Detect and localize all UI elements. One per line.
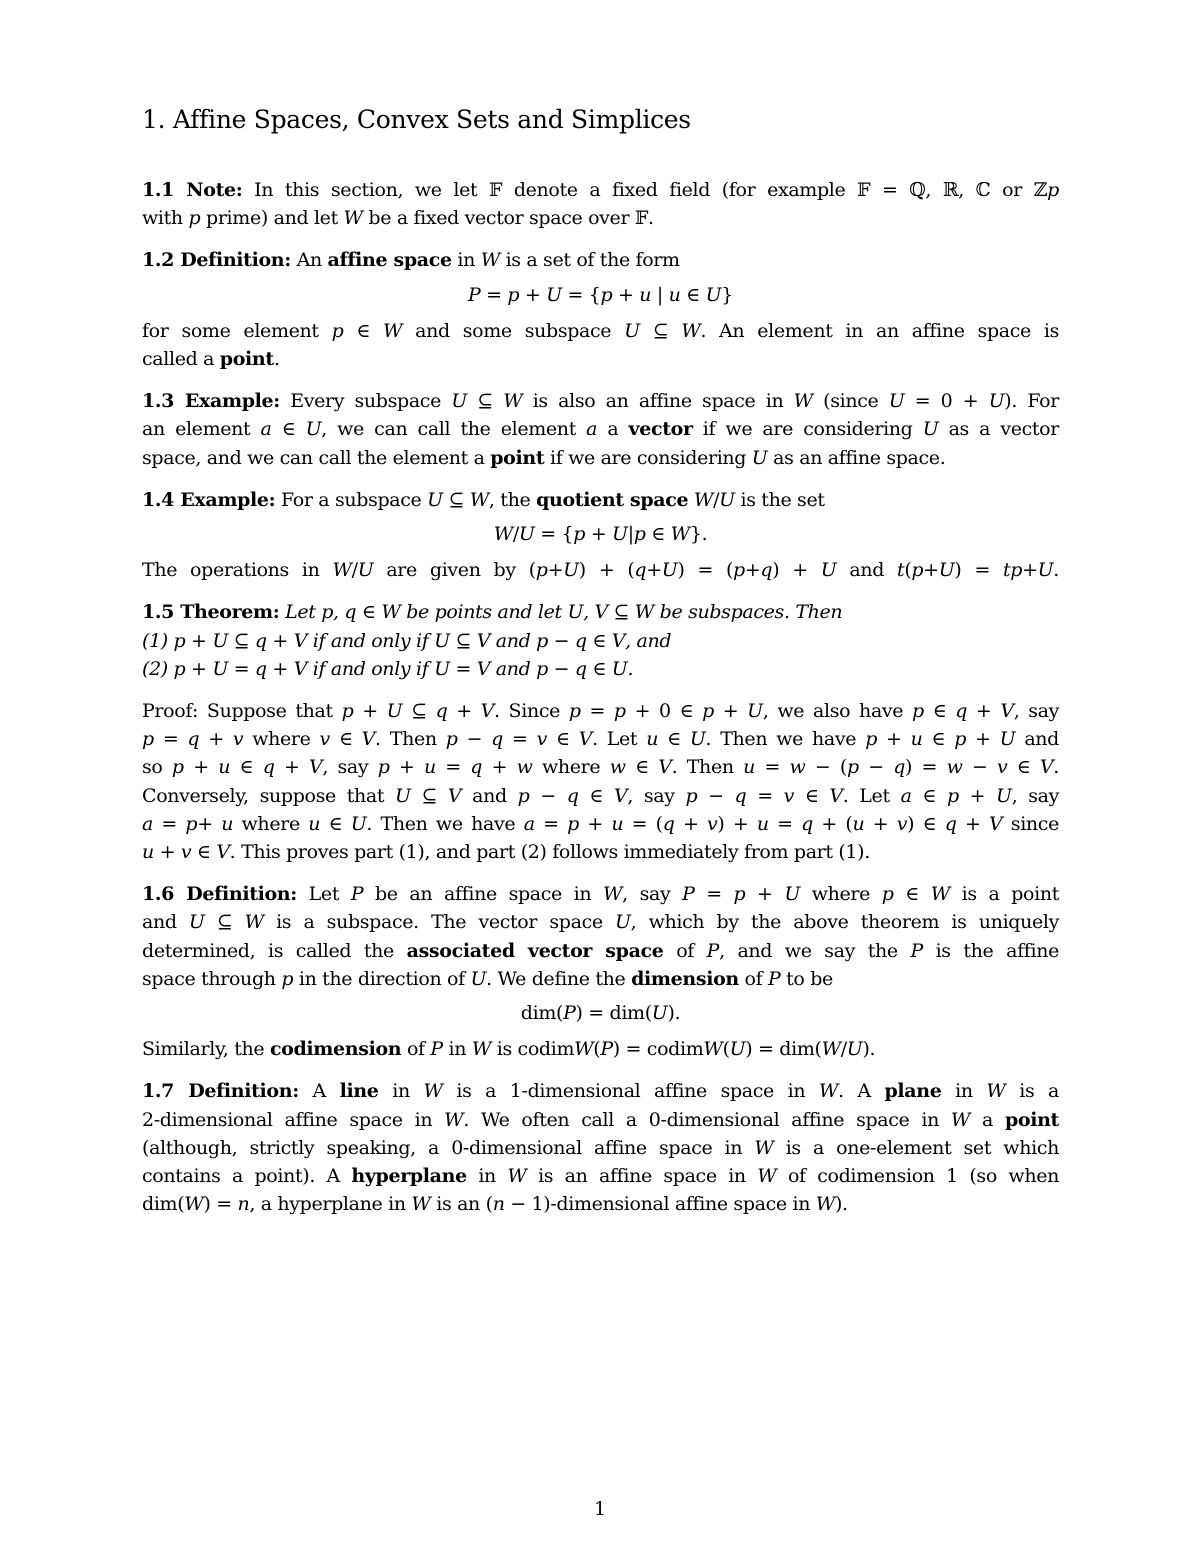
example-1-3-label: 1.3 Example: xyxy=(142,390,280,413)
proof-1-5 xyxy=(142,697,1059,866)
example-1-3 xyxy=(142,387,1059,472)
definition-1-6-text: Let 𝑃 be an affine space in 𝑊, say 𝑃 = 𝑝 + 𝑈 where 𝑝 ∈ 𝑊 is a point xyxy=(296,883,1059,906)
definition-1-6-line-4 xyxy=(142,965,1059,993)
section-title: 1. Affine Spaces, Convex Sets and Simplices xyxy=(142,105,691,134)
term-point-2: point xyxy=(490,446,545,469)
proof-line-4: Conversely, suppose that 𝑈 ⊆ 𝑉 and 𝑝 − 𝑞 ∈ 𝑉, say 𝑝 − 𝑞 = 𝑣 ∈ 𝑉. Let 𝑎 ∈ 𝑝 + 𝑈, say xyxy=(142,784,1059,807)
term-vector: vector xyxy=(628,418,693,441)
example-1-4 xyxy=(142,486,1059,585)
definition-1-7-text: A xyxy=(298,1080,340,1103)
definition-1-2-text-4: . xyxy=(273,348,280,371)
definition-1-6 xyxy=(142,880,1059,1063)
note-1-1-label: 1.1 Note: xyxy=(142,179,243,201)
definition-1-6-line-5 xyxy=(142,1035,1059,1063)
definition-1-6-text-2: determined, is called the xyxy=(142,939,407,962)
definition-1-6-line-1 xyxy=(142,880,1059,908)
definition-1-7-text-2: in 𝑊 is a 1-dimensional affine space in 𝑊. A xyxy=(378,1080,885,1103)
example-1-3-text-3: if we are considering 𝑈 as a vector xyxy=(692,418,1060,441)
example-1-4-label: 1.4 Example: xyxy=(142,488,276,511)
example-1-3-text-5: if we are considering 𝑈 as an affine space. xyxy=(544,446,946,469)
example-1-3-line-3 xyxy=(142,444,1059,472)
term-plane: plane xyxy=(884,1080,942,1103)
example-1-3-line-1 xyxy=(142,387,1059,415)
definition-1-6-text-6: Similarly, the xyxy=(142,1038,270,1061)
term-quotient-space: quotient space xyxy=(536,488,689,511)
note-1-1-line-1 xyxy=(142,176,1059,204)
definition-1-7-line-1 xyxy=(142,1077,1059,1105)
definition-1-2-line-2: for some element 𝑝 ∈ 𝑊 and some subspace 𝑈 ⊆ 𝑊. An element in an affine space is xyxy=(142,319,1059,342)
theorem-1-5-text: Let 𝑝, 𝑞 ∈ 𝑊 be points and let 𝑈, 𝑉 ⊆ 𝑊 be subspaces. Then xyxy=(279,601,843,624)
theorem-1-5-line-1 xyxy=(142,598,1059,626)
example-1-3-line-2 xyxy=(142,415,1059,443)
definition-1-2-label: 1.2 Definition: xyxy=(142,249,291,272)
note-1-1-line-2: with 𝑝 prime) and let 𝑊 be a fixed vector space over 𝔽. xyxy=(142,207,654,230)
definition-1-6-label: 1.6 Definition: xyxy=(142,883,297,906)
definition-1-7-label: 1.7 Definition: xyxy=(142,1080,299,1103)
definition-1-2-line-3 xyxy=(142,345,1059,373)
example-1-4-text-2: 𝑊/𝑈 is the set xyxy=(688,488,825,511)
example-1-4-text: For a subspace 𝑈 ⊆ 𝑊, the xyxy=(275,488,537,511)
definition-1-6-text-7: of 𝑃 in 𝑊 is codim𝑊(𝑃) = codim𝑊(𝑈) = dim(𝑊/𝑈). xyxy=(401,1038,876,1061)
definition-1-6-text-5: of 𝑃 to be xyxy=(738,967,833,990)
definition-1-7 xyxy=(142,1077,1059,1218)
definition-1-6-text-3: of 𝑃, and we say the 𝑃 is the affine xyxy=(663,939,1059,962)
note-1-1 xyxy=(142,176,1059,232)
definition-1-7-text-5: contains a point). A xyxy=(142,1165,352,1188)
example-1-4-line-1 xyxy=(142,486,1059,514)
definition-1-2-text: An xyxy=(290,249,328,272)
definition-1-7-line-5: dim(𝑊) = 𝑛, a hyperplane in 𝑊 is an (𝑛 − 1)-dimensional affine space in 𝑊). xyxy=(142,1193,848,1216)
theorem-1-5-label: 1.5 Theorem: xyxy=(142,601,280,624)
definition-1-2-line-1 xyxy=(142,246,1059,274)
definition-1-7-text-3: in 𝑊 is a xyxy=(941,1080,1059,1103)
example-1-3-text-4: space, and we can call the element a xyxy=(142,446,491,469)
example-1-3-text: Every subspace 𝑈 ⊆ 𝑊 is also an affine space in 𝑊 (since 𝑈 = 0 + 𝑈). For xyxy=(279,390,1059,413)
definition-1-6-line-2: and 𝑈 ⊆ 𝑊 is a subspace. The vector space 𝑈, which by the above theorem is uniquely xyxy=(142,911,1059,934)
definition-1-7-line-4 xyxy=(142,1162,1059,1190)
term-codimension: codimension xyxy=(269,1038,402,1061)
dimension-formula: dim(𝑃) = dim(𝑈). xyxy=(520,1002,681,1025)
affine-space-formula: 𝑃 = 𝑝 + 𝑈 = {𝑝 + 𝑢 | 𝑢 ∈ 𝑈} xyxy=(468,283,733,306)
quotient-space-formula: 𝑊/𝑈 = {𝑝 + 𝑈|𝑝 ∈ 𝑊}. xyxy=(493,523,708,546)
theorem-1-5-part-2: (2) 𝑝 + 𝑈 = 𝑞 + 𝑉 if and only if 𝑈 = 𝑉 and 𝑝 − 𝑞 ∈ 𝑈. xyxy=(142,657,634,680)
term-point-3: point xyxy=(1004,1108,1059,1131)
page-content xyxy=(142,100,1059,1233)
page-number: 1 xyxy=(593,1498,607,1520)
term-dimension: dimension xyxy=(631,967,739,990)
definition-1-7-text-6: in 𝑊 is an affine space in 𝑊 of codimension 1 (so when xyxy=(466,1165,1059,1188)
theorem-1-5-part-1: (1) 𝑝 + 𝑈 ⊆ 𝑞 + 𝑉 if and only if 𝑈 ⊆ 𝑉 and 𝑝 − 𝑞 ∈ 𝑉, and xyxy=(142,629,672,652)
proof-line-6: 𝑢 + 𝑣 ∈ 𝑉. This proves part (1), and part (2) follows immediately from part (1). xyxy=(142,841,870,864)
definition-1-2 xyxy=(142,246,1059,373)
term-line: line xyxy=(339,1080,379,1103)
definition-1-7-line-3: (although, strictly speaking, a 0-dimensional affine space in 𝑊 is a one-element set which xyxy=(142,1136,1059,1159)
term-associated-vector-space: associated vector space xyxy=(406,939,664,962)
example-1-3-text-2: an element 𝑎 ∈ 𝑈, we can call the element 𝑎 a xyxy=(142,418,629,441)
definition-1-6-line-3 xyxy=(142,937,1059,965)
proof-line-5: 𝑎 = 𝑝+ 𝑢 where 𝑢 ∈ 𝑈. Then we have 𝑎 = 𝑝 + 𝑢 = (𝑞 + 𝑣) + 𝑢 = 𝑞 + (𝑢 + 𝑣) ∈ 𝑞 + 𝑉 since xyxy=(142,812,1059,835)
proof-line-3: so 𝑝 + 𝑢 ∈ 𝑞 + 𝑉, say 𝑝 + 𝑢 = 𝑞 + 𝑤 where 𝑤 ∈ 𝑉. Then 𝑢 = 𝑤 − (𝑝 − 𝑞) = 𝑤 − 𝑣 ∈ 𝑉. xyxy=(142,756,1059,779)
definition-1-7-line-2 xyxy=(142,1106,1059,1134)
definition-1-7-text-4: 2-dimensional affine space in 𝑊. We often call a 0-dimensional affine space in 𝑊 a xyxy=(142,1108,1005,1131)
term-point: point xyxy=(219,348,274,371)
definition-1-2-text-3: called a xyxy=(142,348,220,371)
example-1-4-line-2: The operations in 𝑊/𝑈 are given by (𝑝+𝑈) + (𝑞+𝑈) = (𝑝+𝑞) + 𝑈 and 𝑡(𝑝+𝑈) = 𝑡𝑝+𝑈. xyxy=(142,559,1059,582)
term-hyperplane: hyperplane xyxy=(351,1165,467,1188)
proof-line-2: 𝑝 = 𝑞 + 𝑣 where 𝑣 ∈ 𝑉. Then 𝑝 − 𝑞 = 𝑣 ∈ 𝑉. Let 𝑢 ∈ 𝑈. Then we have 𝑝 + 𝑢 ∈ 𝑝 + 𝑈 and xyxy=(142,728,1059,751)
definition-1-6-text-4: space through 𝑝 in the direction of 𝑈. We define the xyxy=(142,967,632,990)
definition-1-2-text-2: in 𝑊 is a set of the form xyxy=(451,249,680,272)
theorem-1-5 xyxy=(142,598,1059,683)
term-affine-space: affine space xyxy=(327,249,452,272)
proof-line-1: Proof: Suppose that 𝑝 + 𝑈 ⊆ 𝑞 + 𝑉. Since 𝑝 = 𝑝 + 0 ∈ 𝑝 + 𝑈, we also have 𝑝 ∈ 𝑞 + 𝑉, say xyxy=(142,700,1059,723)
note-1-1-text: In this section, we let 𝔽 denote a fixed field (for example 𝔽 = ℚ, ℝ, ℂ or ℤ𝑝 xyxy=(242,179,1059,201)
